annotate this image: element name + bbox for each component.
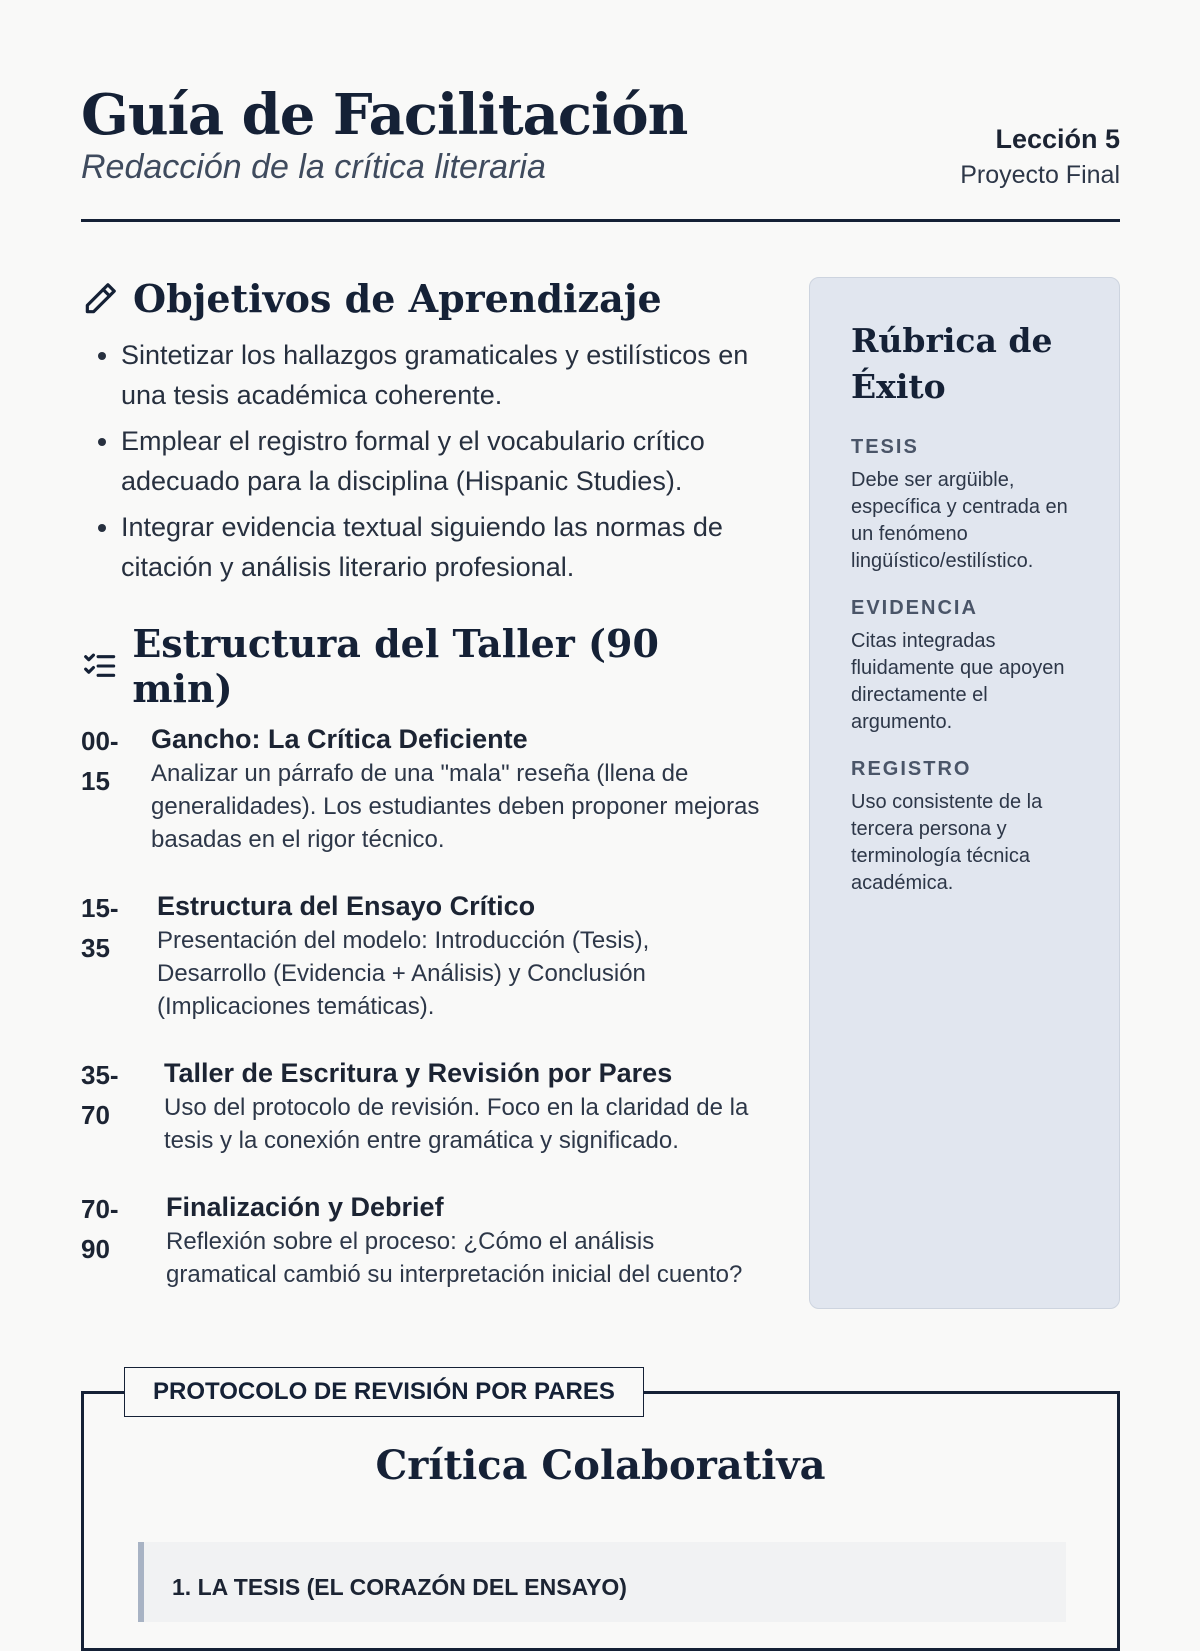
main-column [81,276,761,1323]
page-title: Guía de Facilitación [81,82,688,148]
rubric-text-tesis: Debe ser argüible, específica y centrada en un fenómeno lingüístico/estilístico. [851,469,1068,572]
schedule-title: Estructura del Ensayo Crítico [157,891,536,921]
schedule-content [81,888,761,1023]
workshop-heading-text: Estructura del Taller (90 min) [132,621,659,711]
schedule [81,721,761,1291]
objectives-list [81,335,761,587]
rubric-label-evidencia: EVIDENCIA [851,597,978,619]
protocol-tag: PROTOCOLO DE REVISIÓN POR PARES [124,1367,644,1417]
schedule-desc: Reflexión sobre el proceso: ¿Cómo el análisis gramatical cambió su interpretación inicial del cuento? [166,1228,743,1288]
schedule-content [81,721,761,856]
project-label: Proyecto Final [960,161,1120,189]
list-item: • Integrar evidencia textual siguiendo las normas de citación y análisis literario profesional. [121,507,761,587]
schedule-title: Finalización y Debrief [166,1192,444,1222]
rubric-label-tesis: TESIS [851,436,919,458]
list-item: • Emplear el registro formal y el vocabulario crítico adecuado para la disciplina (Hispanic Studies). [121,421,761,501]
schedule-desc: Uso del protocolo de revisión. Foco en la claridad de la tesis y la conexión entre gramática y significado. [164,1094,749,1154]
schedule-row [81,721,761,856]
lesson-number: Lección 5 [995,124,1120,154]
lesson-info [960,124,1120,190]
rubric-heading: Rúbrica de Éxito [851,321,1053,406]
protocol-step-1: 1. LA TESIS (EL CORAZÓN DEL ENSAYO) [138,1542,1066,1622]
protocol-box [81,1391,1120,1651]
pencil-icon [81,280,119,318]
list-item: • Sintetizar los hallazgos gramaticales y estilísticos en una tesis académica coherente. [121,335,761,415]
schedule-content [81,1189,761,1291]
workshop-heading [81,621,761,711]
page-subtitle: Redacción de la crítica literaria [81,148,546,186]
schedule-time: 70-90 [81,1194,119,1264]
schedule-row [81,888,761,1023]
rubric-label-registro: REGISTRO [851,758,972,780]
protocol-title: Crítica Colaborativa [375,1442,826,1489]
rubric-text-evidencia: Citas integradas fluidamente que apoyen directamente el argumento. [851,630,1065,733]
rubric-text-registro: Uso consistente de la tercera persona y terminología técnica académica. [851,791,1043,894]
schedule-time: 00-15 [81,726,119,796]
rubric-panel [809,277,1120,1309]
objectives-heading-text: Objetivos de Aprendizaje [133,276,662,321]
schedule-time: 15-35 [81,893,119,963]
schedule-desc: Analizar un párrafo de una "mala" reseña (llena de generalidades). Los estudiantes deben proponer mejoras basadas en el rigor técnico. [151,760,760,853]
schedule-row [81,1055,761,1157]
schedule-time: 35-70 [81,1060,119,1130]
schedule-title: Gancho: La Crítica Deficiente [151,724,528,754]
schedule-desc: Presentación del modelo: Introducción (Tesis), Desarrollo (Evidencia + Análisis) y Conclusión (Implicaciones temáticas). [157,927,650,1020]
schedule-title: Taller de Escritura y Revisión por Pares [164,1058,673,1088]
objectives-heading [81,276,761,321]
schedule-row [81,1189,761,1291]
schedule-content [81,1055,761,1157]
checklist-icon [81,647,118,685]
page-header [81,82,1120,222]
